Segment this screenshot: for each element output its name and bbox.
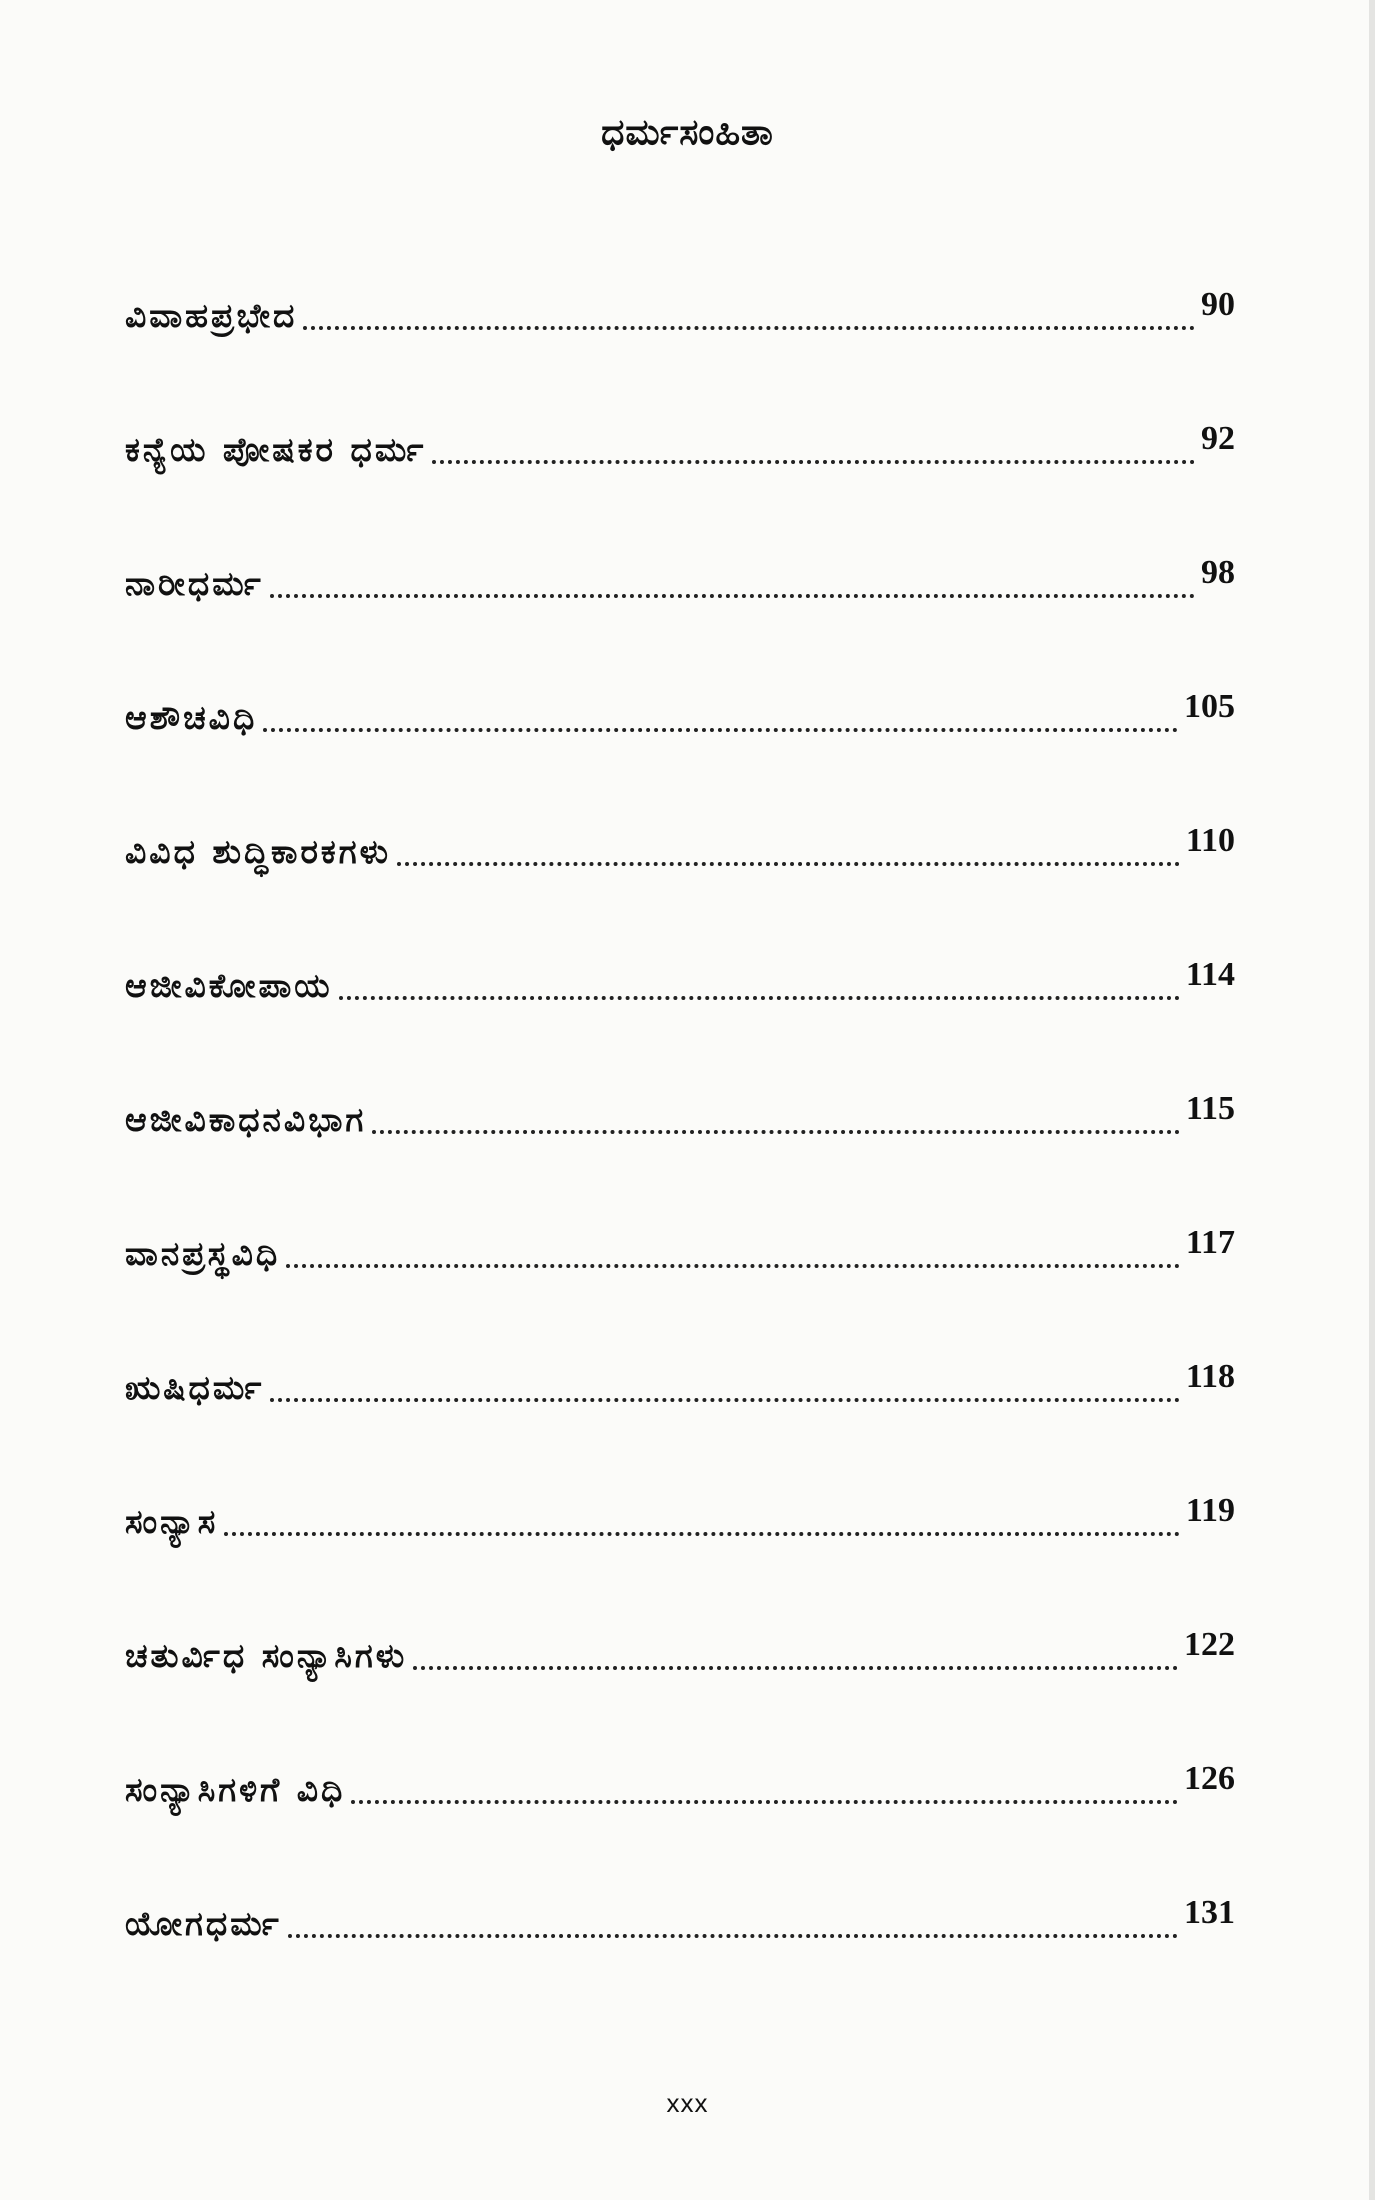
page-number: xxx bbox=[666, 2088, 709, 2118]
toc-entry-page: 115 bbox=[1185, 1090, 1235, 1127]
toc-entry bbox=[125, 902, 1235, 1036]
toc-entry-title: ಯೋಗಧರ್ಮ bbox=[125, 1904, 282, 1943]
toc-entry bbox=[125, 1438, 1235, 1572]
dot-leader bbox=[286, 1264, 1180, 1268]
dot-leader bbox=[372, 1130, 1180, 1134]
toc-entry-page: 126 bbox=[1184, 1760, 1235, 1797]
dot-leader bbox=[432, 460, 1195, 464]
toc-entry-page: 122 bbox=[1184, 1626, 1235, 1663]
toc-entry-page: 118 bbox=[1185, 1358, 1235, 1395]
dot-leader bbox=[263, 728, 1178, 732]
toc-entry-title: ಆಜೀವಿಕೋಪಾಯ bbox=[125, 966, 333, 1005]
table-of-contents bbox=[125, 232, 1235, 1974]
dot-leader bbox=[413, 1666, 1178, 1670]
dot-leader bbox=[339, 996, 1180, 1000]
toc-entry bbox=[125, 500, 1235, 634]
toc-entry-title: ನಾರೀಧರ್ಮ bbox=[125, 564, 264, 603]
toc-entry bbox=[125, 1036, 1235, 1170]
toc-entry-page: 131 bbox=[1184, 1894, 1235, 1931]
toc-entry bbox=[125, 768, 1235, 902]
toc-entry-page: 119 bbox=[1185, 1492, 1235, 1529]
toc-entry bbox=[125, 1170, 1235, 1304]
toc-entry-page: 110 bbox=[1185, 822, 1235, 859]
toc-entry bbox=[125, 1840, 1235, 1974]
toc-entry-title: ಸಂನ್ಯಾಸ bbox=[125, 1502, 219, 1541]
toc-entry-page: 90 bbox=[1201, 286, 1235, 323]
toc-entry-title: ಆಜೀವಿಕಾಧನವಿಭಾಗ bbox=[125, 1100, 367, 1139]
dot-leader bbox=[397, 862, 1180, 866]
toc-entry-page: 92 bbox=[1201, 420, 1235, 457]
toc-entry-page: 117 bbox=[1185, 1224, 1235, 1261]
toc-entry bbox=[125, 1706, 1235, 1840]
toc-entry-title: ಚತುರ್ವಿಧ ಸಂನ್ಯಾಸಿಗಳು bbox=[125, 1636, 408, 1675]
toc-entry-title: ವಿವಾಹಪ್ರಭೇದ bbox=[125, 296, 298, 335]
dot-leader bbox=[270, 1398, 1180, 1402]
toc-entry bbox=[125, 1304, 1235, 1438]
toc-entry-title: ವಾನಪ್ರಸ್ಥವಿಧಿ bbox=[125, 1234, 281, 1273]
dot-leader bbox=[288, 1934, 1178, 1938]
dot-leader bbox=[224, 1532, 1180, 1536]
toc-entry bbox=[125, 634, 1235, 768]
dot-leader bbox=[303, 326, 1195, 330]
toc-entry-title: ಸಂನ್ಯಾಸಿಗಳಿಗೆ ವಿಧಿ bbox=[125, 1770, 346, 1809]
toc-entry bbox=[125, 366, 1235, 500]
toc-entry-title: ವಿವಿಧ ಶುದ್ಧಿಕಾರಕಗಳು bbox=[125, 832, 392, 871]
toc-entry bbox=[125, 232, 1235, 366]
toc-entry-page: 105 bbox=[1184, 688, 1235, 725]
toc-entry-title: ಋಷಿಧರ್ಮ bbox=[125, 1368, 265, 1407]
toc-entry-title: ಆಶೌಚವಿಧಿ bbox=[125, 698, 258, 737]
toc-entry-title: ಕನ್ಯೆಯ ಪೋಷಕರ ಧರ್ಮ bbox=[125, 430, 427, 469]
toc-entry bbox=[125, 1572, 1235, 1706]
dot-leader bbox=[270, 594, 1195, 598]
toc-entry-page: 114 bbox=[1185, 956, 1235, 993]
page-edge-shadow bbox=[1369, 0, 1375, 2200]
dot-leader bbox=[351, 1800, 1178, 1804]
toc-entry-page: 98 bbox=[1201, 554, 1235, 591]
running-header: ಧರ್ಮಸಂಹಿತಾ bbox=[601, 112, 774, 153]
